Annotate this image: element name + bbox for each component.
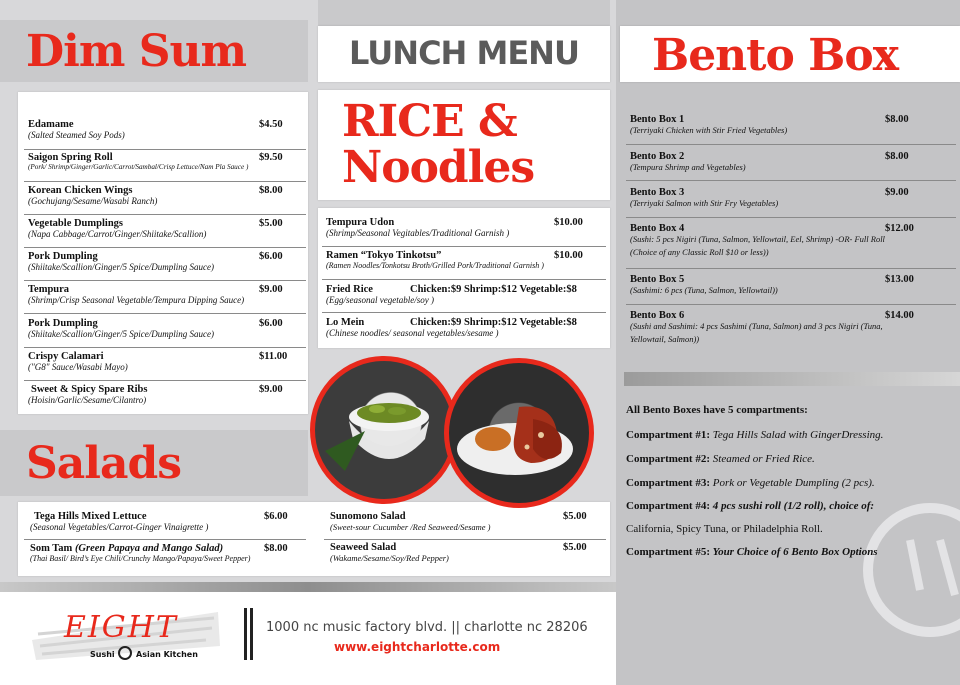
item-price: $10.00: [554, 250, 583, 261]
item-price: $11.00: [259, 351, 288, 362]
item-price: $5.00: [259, 218, 283, 229]
item-price: $13.00: [885, 274, 914, 285]
item-name: Tempura Udon: [326, 217, 395, 228]
menu-item: [28, 284, 290, 305]
divider: [322, 246, 606, 247]
divider: [24, 280, 306, 281]
compartment-text: Pork or Vegetable Dumpling (2 pcs).: [710, 477, 875, 489]
lunch-menu-title: LUNCH MENU: [349, 34, 579, 72]
compartment-2: [626, 453, 815, 465]
divider: [626, 180, 956, 181]
bento-intro: All Bento Boxes have 5 compartments:: [626, 404, 808, 416]
compartment-text: 4 pcs sushi roll (1/2 roll), choice of:: [710, 500, 875, 512]
item-price: $5.00: [563, 542, 587, 553]
item-desc: (Wakame/Sesame/Soy/Red Pepper): [330, 553, 449, 563]
item-desc: (Ramen Noodles/Tonkotsu Broth/Grilled Pork/Traditional Garnish ): [326, 261, 544, 270]
item-price: $6.00: [264, 511, 288, 522]
menu-item: [630, 274, 920, 295]
item-desc: (Pork/ Shrimp/Ginger/Garlic/Carrot/Sambal/Crisp Lettuce/Nam Pla Sauce ): [28, 163, 249, 171]
logo-sub-left: Sushi: [90, 650, 115, 659]
item-name: Lo Mein: [326, 317, 365, 328]
menu-item: [330, 511, 592, 532]
menu-item: [28, 185, 290, 206]
item-name: Tega Hills Mixed Lettuce: [34, 511, 147, 522]
compartment-3: [626, 477, 875, 489]
compartment-label: Compartment #1:: [626, 429, 711, 441]
item-name-main: Som Tam: [30, 543, 73, 554]
footer-website-link[interactable]: www.eightcharlotte.com: [334, 640, 501, 654]
menu-item: [28, 384, 290, 405]
item-name: [30, 543, 292, 554]
item-desc: (Salted Steamed Soy Pods): [28, 130, 125, 140]
menu-item: [28, 119, 290, 140]
item-desc: (Sushi: 5 pcs Nigiri (Tuna, Salmon, Yellowtail, Eel, Shrimp) -OR- Full Roll: [630, 234, 885, 244]
item-desc: (Sushi and Sashimi: 4 pcs Sashimi (Tuna, Salmon) and 3 pcs Nigiri (Tuna,: [630, 321, 883, 331]
item-desc: (Gochujang/Sesame/Wasabi Ranch): [28, 196, 158, 206]
item-desc: (Egg/seasonal vegetable/soy ): [326, 295, 434, 305]
menu-item: [28, 152, 290, 171]
item-price: $9.50: [259, 152, 283, 163]
compartment-text: Your Choice of 6 Bento Box Options: [710, 546, 878, 558]
menu-item: [326, 217, 588, 238]
item-price: $9.00: [885, 187, 909, 198]
item-price: $6.00: [259, 318, 283, 329]
item-name: Bento Box 5: [630, 274, 685, 285]
item-desc-line2: (Choice of any Classic Roll $10 or less)): [630, 247, 769, 257]
item-price: $14.00: [885, 310, 914, 321]
item-name: Tempura: [28, 284, 70, 295]
wings-photo: [444, 358, 594, 508]
menu-item: [30, 511, 292, 532]
salads-title: Salads: [26, 438, 182, 489]
item-price: $12.00: [885, 223, 914, 234]
item-price: $8.00: [264, 543, 288, 554]
bento-title: Bento Box: [652, 30, 898, 81]
menu-item: [28, 351, 290, 372]
item-name: Bento Box 4: [630, 223, 685, 234]
bottom-divider-bar: [0, 582, 616, 592]
logo-circle-icon: [118, 646, 132, 660]
footer-address: 1000 nc music factory blvd. || charlotte nc 28206: [266, 620, 588, 635]
compartment-1: [626, 429, 883, 441]
divider: [24, 380, 306, 381]
item-name: Sweet & Spicy Spare Ribs: [31, 384, 148, 395]
compartment-text: Steamed or Fried Rice.: [710, 453, 815, 465]
item-desc: (Terriyaki Chicken with Stir Fried Vegetables): [630, 125, 788, 135]
divider: [324, 539, 606, 540]
lunch-header-bg: [318, 0, 610, 26]
item-price: $8.00: [885, 151, 909, 162]
item-desc: (Shiitake/Scallion/Ginger/5 Spice/Dumpling Sauce): [28, 329, 214, 339]
edamame-photo: [310, 356, 458, 504]
item-price: $9.00: [259, 284, 283, 295]
item-desc: (Seasonal Vegetables/Carrot-Ginger Vinaigrette ): [30, 522, 209, 532]
divider: [24, 539, 306, 540]
item-name: Pork Dumpling: [28, 318, 98, 329]
item-name: Pork Dumpling: [28, 251, 98, 262]
menu-item: [326, 317, 588, 338]
bento-divider-bar: [624, 372, 960, 386]
menu-item: [326, 284, 588, 305]
item-name: Korean Chicken Wings: [28, 185, 133, 196]
logo-word: EIGHT: [64, 610, 178, 645]
compartment-4-line2: California, Spicy Tuna, or Philadelphia Roll.: [626, 523, 823, 535]
item-desc: ("G8" Sauce/Wasabi Mayo): [28, 362, 128, 372]
item-desc: (Shrimp/Seasonal Vegitables/Traditional Garnish ): [326, 228, 510, 238]
divider: [626, 268, 956, 269]
menu-item: [630, 187, 920, 208]
compartment-label: Compartment #3:: [626, 477, 711, 489]
divider: [322, 279, 606, 280]
menu-item: [630, 223, 940, 257]
item-desc: (Napa Cabbage/Carrot/Ginger/Shiitake/Scallion): [28, 229, 207, 239]
compartment-4: [626, 500, 874, 512]
item-desc: (Sweet-sour Cucumber /Red Seaweed/Sesame ): [330, 522, 491, 532]
divider: [24, 181, 306, 182]
dim-sum-title: Dim Sum: [26, 26, 247, 77]
compartment-label: Compartment #4:: [626, 500, 711, 512]
menu-item: [630, 310, 940, 344]
item-name: Crispy Calamari: [28, 351, 104, 362]
item-name: Sunomono Salad: [330, 511, 406, 522]
footer-logo: [28, 606, 224, 670]
item-desc: (Terriyaki Salmon with Stir Fry Vegetables): [630, 198, 779, 208]
item-price: $6.00: [259, 251, 283, 262]
item-desc: (Sashimi: 6 pcs (Tuna, Salmon, Yellowtail)): [630, 285, 778, 295]
menu-item: [326, 250, 588, 270]
divider: [626, 217, 956, 218]
item-name: Vegetable Dumplings: [28, 218, 123, 229]
divider: [322, 312, 606, 313]
item-desc: (Chinese noodles/ seasonal vegetables/sesame ): [326, 328, 499, 338]
footer-divider: [250, 608, 253, 660]
menu-item: [28, 318, 290, 339]
item-price: $8.00: [885, 114, 909, 125]
item-name: Saigon Spring Roll: [28, 152, 113, 163]
menu-item: [28, 251, 290, 272]
item-name: Bento Box 3: [630, 187, 685, 198]
rice-title-line1: RICE &: [342, 96, 517, 147]
rice-title-line2: Noodles: [342, 142, 535, 193]
item-name: Bento Box 1: [630, 114, 685, 125]
item-name: Fried Rice: [326, 284, 373, 295]
item-name: Bento Box 2: [630, 151, 685, 162]
menu-item: [330, 542, 592, 563]
divider: [24, 247, 306, 248]
compartment-text: Tega Hills Salad with GingerDressing.: [710, 429, 884, 441]
item-price: Chicken:$9 Shrimp:$12 Vegetable:$8: [410, 317, 577, 328]
item-price: $9.00: [259, 384, 283, 395]
divider: [24, 313, 306, 314]
item-desc-line2: Yellowtail, Salmon)): [630, 334, 700, 344]
divider: [626, 304, 956, 305]
menu-item: [630, 151, 920, 172]
divider: [24, 214, 306, 215]
menu-item: [30, 543, 292, 563]
item-price: $5.00: [563, 511, 587, 522]
item-name: Seaweed Salad: [330, 542, 397, 553]
item-desc: (Hoisin/Garlic/Sesame/Cilantro): [28, 395, 147, 405]
divider: [626, 144, 956, 145]
menu-item: [28, 218, 290, 239]
divider: [24, 149, 306, 150]
item-desc: (Thai Basil/ Bird’s Eye Chili/Crunchy Mango/Papaya/Sweet Pepper): [30, 554, 251, 563]
item-price: Chicken:$9 Shrimp:$12 Vegetable:$8: [410, 284, 577, 295]
footer-divider: [244, 608, 247, 660]
item-name: Edamame: [28, 119, 74, 130]
compartment-label: Compartment #2:: [626, 453, 711, 465]
item-name: Bento Box 6: [630, 310, 685, 321]
divider: [24, 347, 306, 348]
compartment-label: Compartment #5:: [626, 546, 711, 558]
item-price: $10.00: [554, 217, 583, 228]
item-name-extra: (Green Papaya and Mango Salad): [72, 543, 224, 554]
item-price: $4.50: [259, 119, 283, 130]
menu-item: [630, 114, 920, 135]
compartment-5: [626, 546, 878, 558]
logo-sub-right: Asian Kitchen: [136, 650, 198, 659]
item-desc: (Tempura Shrimp and Vegetables): [630, 162, 746, 172]
item-price: $8.00: [259, 185, 283, 196]
item-desc: (Shiitake/Scallion/Ginger/5 Spice/Dumpling Sauce): [28, 262, 214, 272]
item-name: Ramen “Tokyo Tinkotsu”: [326, 250, 442, 261]
item-desc: (Shrimp/Crisp Seasonal Vegetable/Tempura Dipping Sauce): [28, 295, 245, 305]
